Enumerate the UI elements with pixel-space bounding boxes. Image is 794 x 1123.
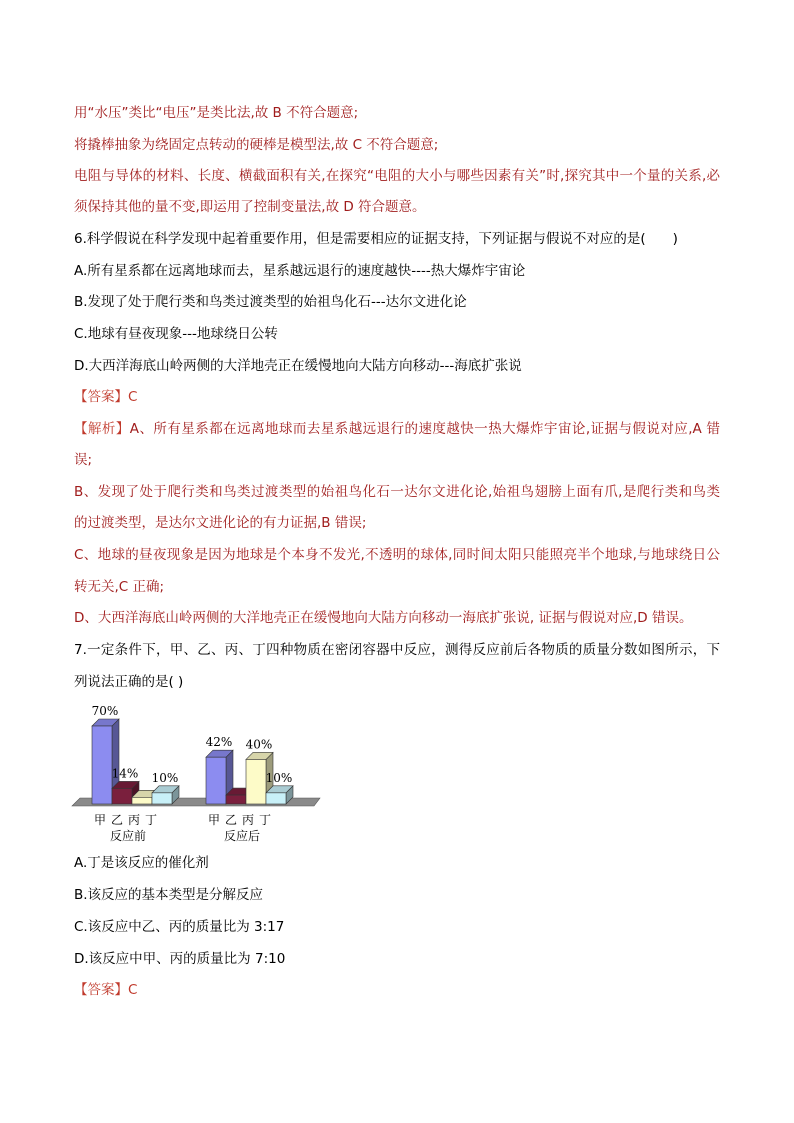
- data-label: 42%: [205, 735, 233, 750]
- bar-chart: [68, 700, 330, 850]
- answer-tag: 【答案】: [74, 982, 128, 998]
- tick-label: 丁: [144, 813, 158, 827]
- data-label: 14%: [111, 766, 139, 781]
- q6-analysis-line: 误;: [74, 452, 93, 468]
- data-label: 10%: [265, 770, 293, 785]
- tick-label: 丙: [241, 813, 255, 827]
- q6-answer: [74, 387, 137, 407]
- tick-label: 乙: [224, 813, 238, 827]
- q6-option-a: A.所有星系都在远离地球而去，星系越远退行的速度越快----热大爆炸宇宙论: [74, 263, 526, 279]
- question-6-stem: 6.科学假说在科学发现中起着重要作用，但是需要相应的证据支持，下列证据与假说不对应的是( ): [74, 231, 678, 247]
- q6-option-d: D.大西洋海底山岭两侧的大洋地壳正在缓慢地向大陆方向移动---海底扩张说: [74, 358, 522, 374]
- text-line: 用“水压”类比“电压”是类比法,故 B 不符合题意;: [74, 105, 359, 121]
- group-label: 反应前: [109, 829, 147, 843]
- text-line: 须保持其他的量不变,即运用了控制变量法,故 D 符合题意。: [74, 199, 426, 215]
- analysis-text: A、所有星系都在远离地球而去星系越远退行的速度越快一热大爆炸宇宙论,证据与假说对应,A 错: [129, 421, 720, 437]
- data-label: 40%: [245, 737, 273, 752]
- q7-option-c: C.该反应中乙、丙的质量比为 3:17: [74, 919, 285, 935]
- tick-label: 丁: [258, 813, 272, 827]
- tick-label: 甲: [207, 813, 221, 827]
- q7-option-a: A.丁是该反应的催化剂: [74, 855, 209, 871]
- tick-label: 甲: [93, 813, 107, 827]
- q6-analysis-line: C、地球的昼夜现象是因为地球是个本身不发光,不透明的球体,同时间太阳只能照亮半个地球,与地球绕日公: [74, 547, 720, 563]
- tick-label: 乙: [110, 813, 124, 827]
- q6-option-b: B.发现了处于爬行类和鸟类过渡类型的始祖鸟化石---达尔文进化论: [74, 294, 467, 310]
- bar-反应后-丁: [266, 786, 293, 804]
- answer-value: C: [128, 982, 138, 998]
- q6-analysis-line: 转无关,C 正确;: [74, 579, 165, 595]
- question-7-stem: 7.一定条件下，甲、乙、丙、丁四种物质在密闭容器中反应，测得反应前后各物质的质量分数如图所示，下: [74, 642, 720, 658]
- question-7-stem: 列说法正确的是( ): [74, 674, 184, 690]
- answer-value: C: [128, 389, 138, 405]
- tick-label: 丙: [127, 813, 141, 827]
- data-label: 10%: [151, 770, 179, 785]
- text-line: 电阻与导体的材料、长度、横截面积有关,在探究“电阻的大小与哪些因素有关”时,探究其中一个量的关系,必: [74, 168, 720, 184]
- q6-analysis-line: B、发现了处于爬行类和鸟类过渡类型的始祖鸟化石一达尔文进化论,始祖鸟翅膀上面有爪,是爬行类和鸟类: [74, 484, 720, 500]
- text-line: 将撬棒抽象为绕固定点转动的硬棒是模型法,故 C 不符合题意;: [74, 137, 439, 153]
- q6-analysis-line: 的过渡类型，是达尔文进化论的有力证据,B 错误;: [74, 515, 367, 531]
- data-label: 70%: [91, 704, 119, 718]
- q7-option-b: B.该反应的基本类型是分解反应: [74, 887, 264, 903]
- q6-option-c: C.地球有昼夜现象---地球绕日公转: [74, 326, 278, 342]
- bar-反应前-丁: [152, 786, 179, 804]
- q6-analysis-line: D、大西洋海底山岭两侧的大洋地壳正在缓慢地向大陆方向移动一海底扩张说, 证据与假说对应,D 错误。: [74, 610, 693, 626]
- answer-tag: 【答案】: [74, 389, 128, 405]
- q6-analysis-line: [74, 419, 720, 439]
- q7-option-d: D.该反应中甲、丙的质量比为 7:10: [74, 951, 286, 967]
- analysis-tag: 【解析】: [74, 421, 130, 437]
- q7-answer: [74, 980, 137, 1000]
- group-label: 反应后: [223, 829, 261, 843]
